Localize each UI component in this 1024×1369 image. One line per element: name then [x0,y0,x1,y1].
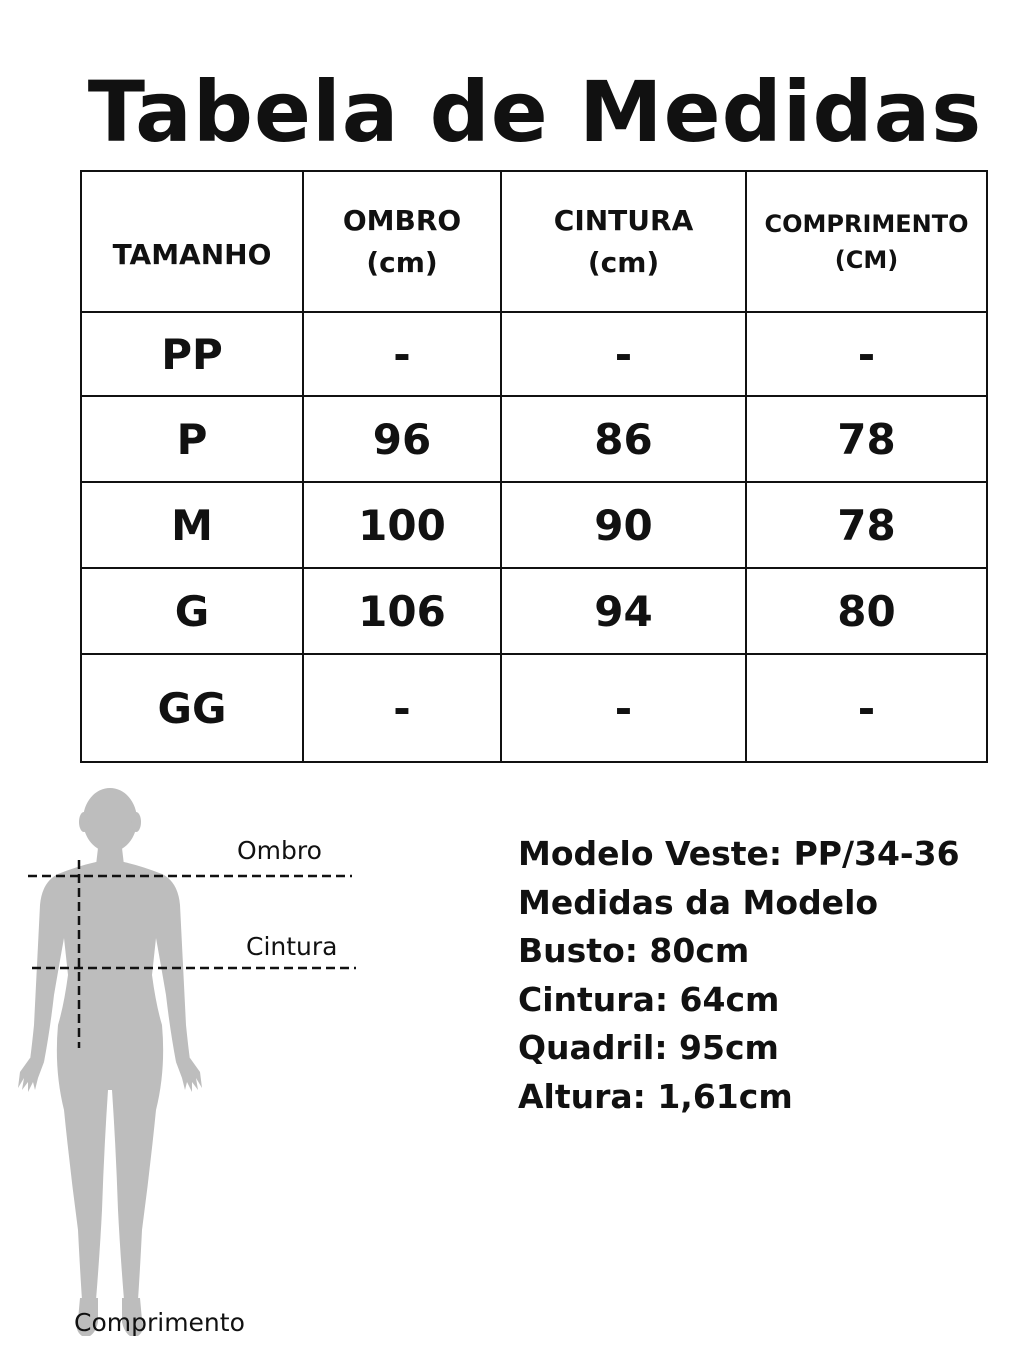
header-length-label: COMPRIMENTO [764,209,969,238]
header-size [81,171,303,312]
model-waist-text: Cintura: 64cm [518,979,780,1019]
waist-label: Cintura [246,932,338,961]
table-row [81,568,987,654]
shoulder-label: Ombro [237,836,322,865]
model-info [518,830,960,1121]
table-header-row [81,171,987,312]
page-title: Tabela de Medidas [87,63,983,161]
length-cell: 80 [746,568,987,654]
model-hip-text: Quadril: 95cm [518,1028,779,1067]
length-cell: - [746,312,987,396]
table-row [81,654,987,762]
model-height-text: Altura: 1,61cm [518,1076,793,1116]
waist-cell: 86 [501,396,746,482]
table-row [81,312,987,396]
size-cell: M [81,482,303,568]
header-shoulder-unit: (cm) [366,245,438,279]
size-table [80,170,988,763]
waist-cell: - [501,654,746,762]
header-waist-label: CINTURA [553,203,694,237]
header-size-label: TAMANHO [112,237,272,271]
length-cell: 78 [746,396,987,482]
shoulder-cell: - [303,654,501,762]
table-row [81,396,987,482]
shoulder-cell: - [303,312,501,396]
shoulder-cell: 106 [303,568,501,654]
header-waist [501,171,746,312]
length-label: Comprimento [74,1308,245,1337]
waist-cell: 94 [501,568,746,654]
body-measurement-figure [0,770,400,1365]
header-length [746,171,987,312]
header-waist-unit: (cm) [587,245,660,279]
size-cell: GG [81,654,303,762]
size-cell: P [81,396,303,482]
model-size-text: Modelo Veste: PP/34-36 [518,834,960,873]
waist-cell: - [501,312,746,396]
shoulder-cell: 100 [303,482,501,568]
length-cell: 78 [746,482,987,568]
table-row [81,482,987,568]
header-length-unit: (CM) [834,245,899,274]
waist-cell: 90 [501,482,746,568]
length-cell: - [746,654,987,762]
model-measures-heading: Medidas da Modelo [518,882,879,922]
header-shoulder-label: OMBRO [342,203,462,237]
header-shoulder [303,171,501,312]
size-cell: PP [81,312,303,396]
model-bust-text: Busto: 80cm [518,931,750,970]
shoulder-cell: 96 [303,396,501,482]
body-silhouette-icon [0,770,400,1365]
size-cell: G [81,568,303,654]
